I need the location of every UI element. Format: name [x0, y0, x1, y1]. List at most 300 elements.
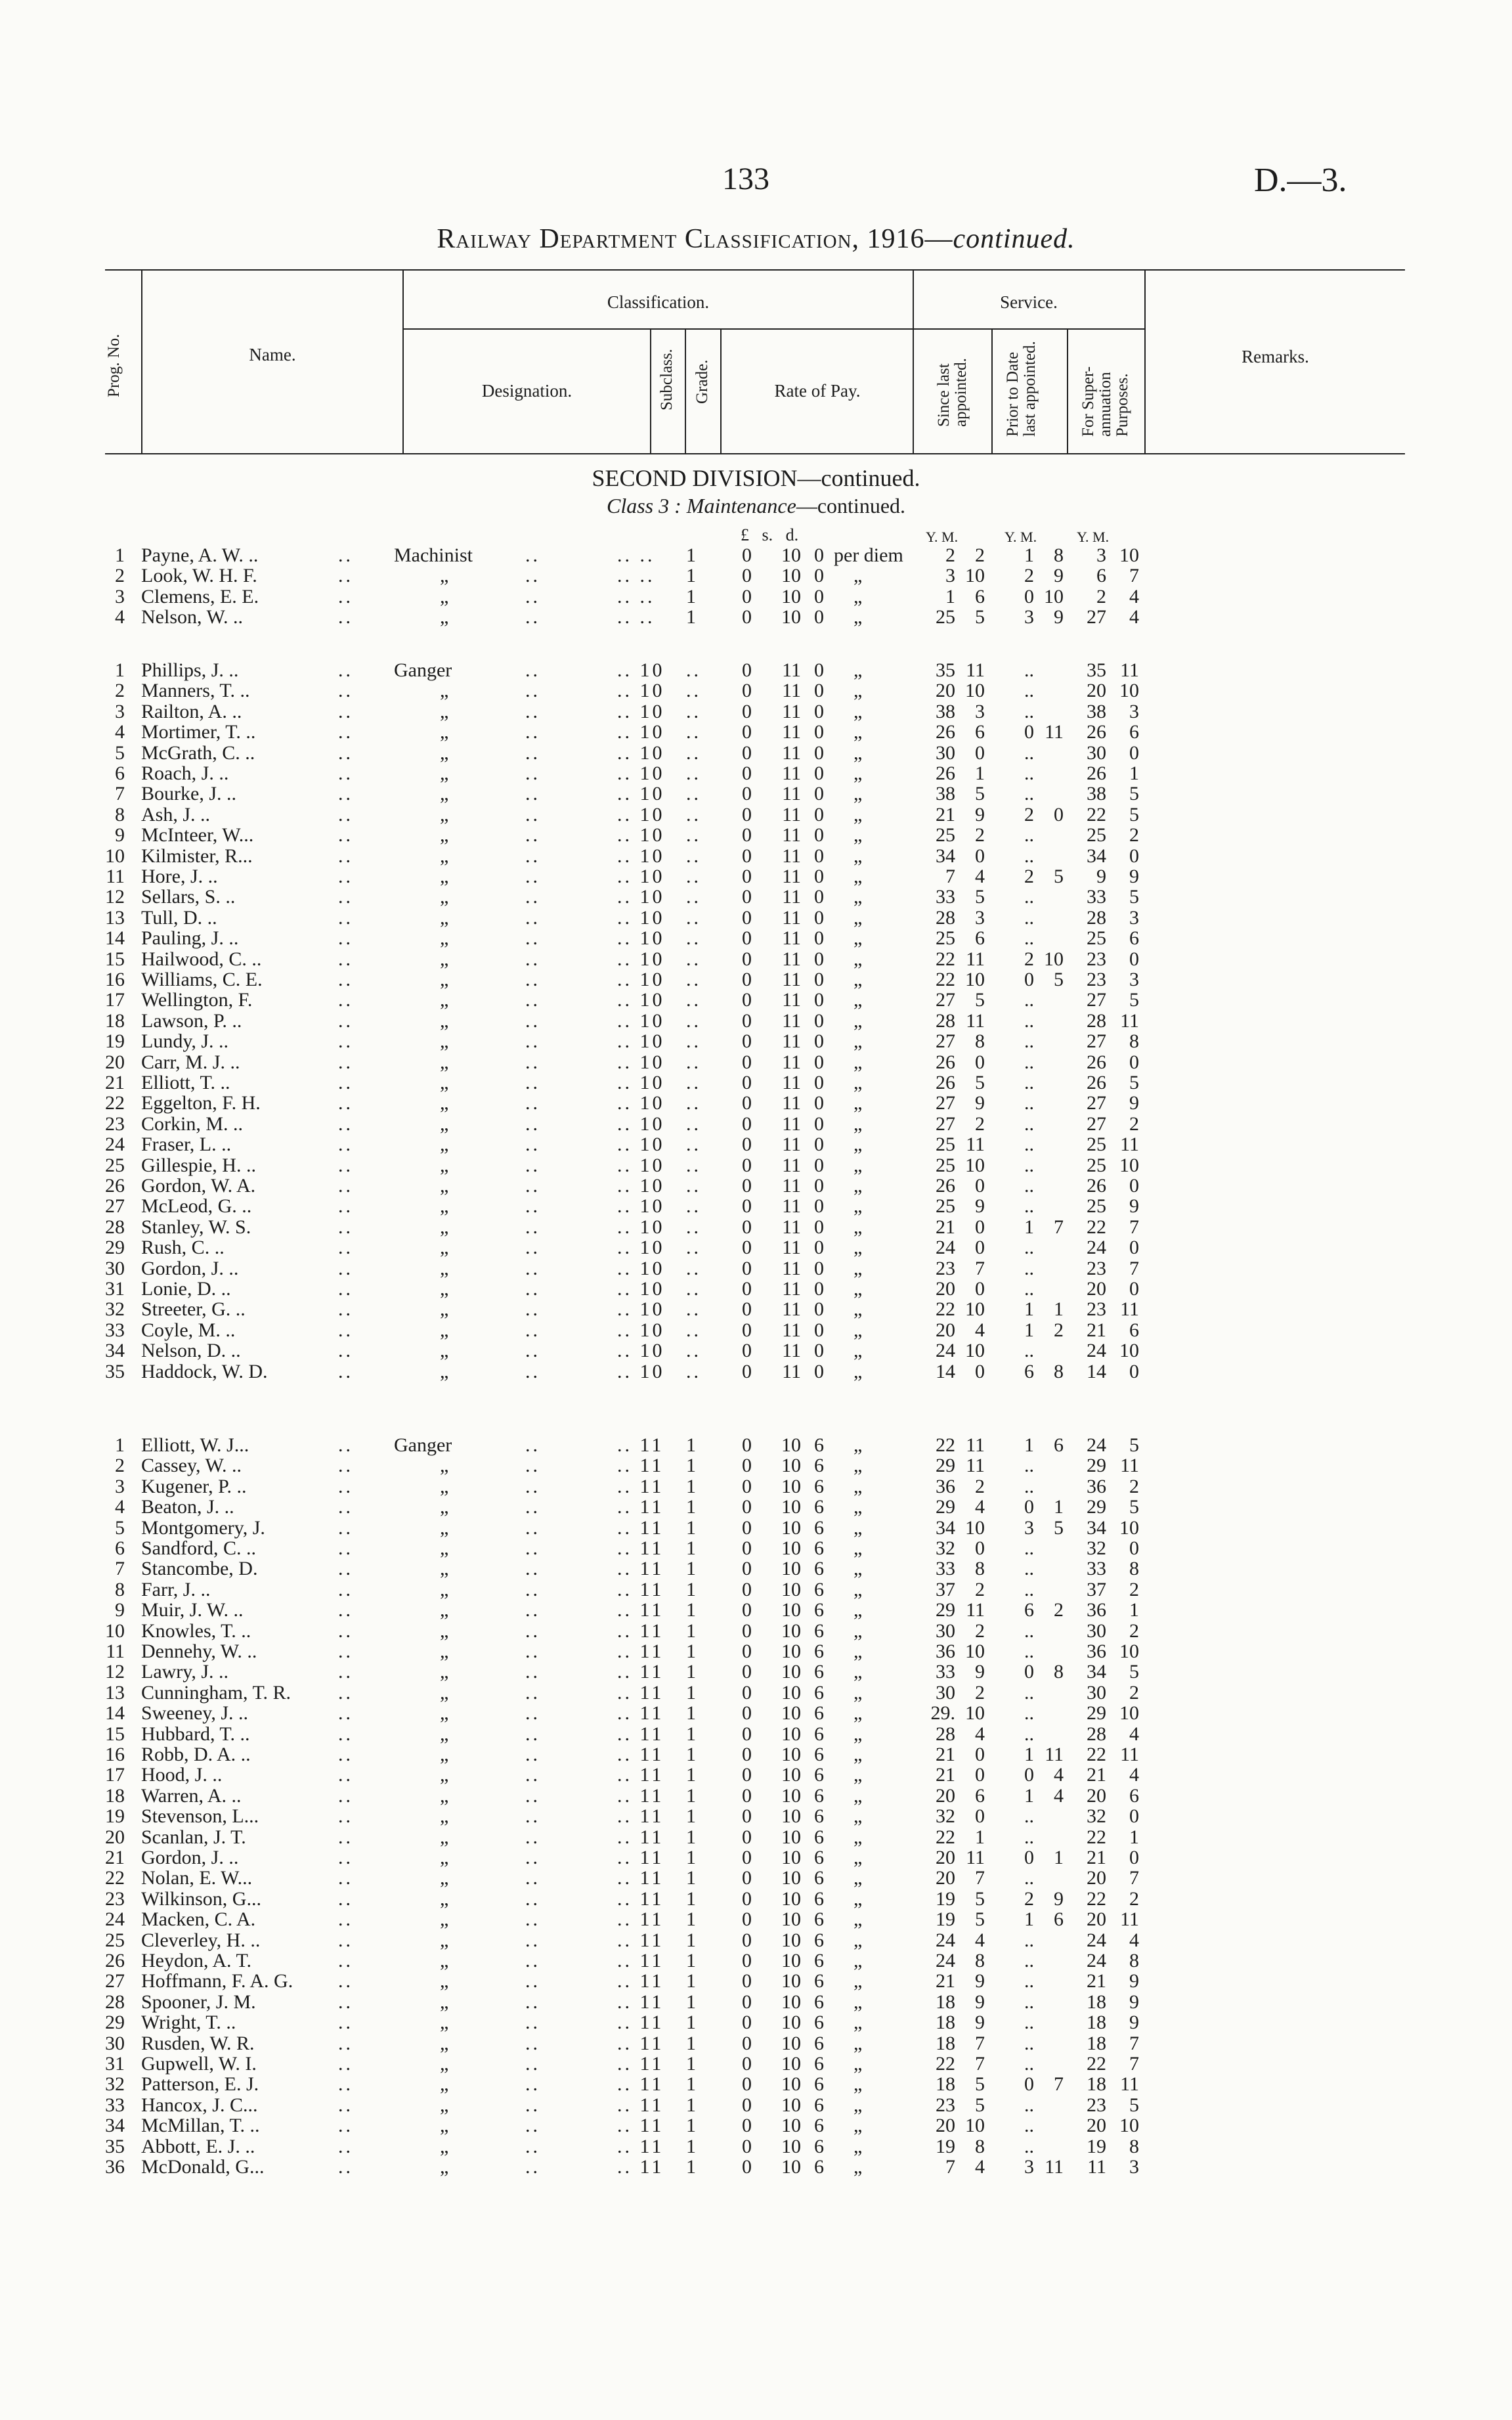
ditto-mark: „ — [440, 741, 449, 764]
grade: 1 — [686, 2135, 696, 2157]
super-months: 7 — [1129, 565, 1139, 587]
subclass: .. 11 — [617, 2094, 664, 2116]
employee-name: Warren, A. .. — [141, 1784, 242, 1807]
pay-shillings: 10 — [781, 1681, 801, 1704]
pay-unit: „ — [853, 824, 863, 847]
since-years: 2 — [945, 544, 955, 566]
leader-dots: .. — [338, 1619, 353, 1642]
since-months: 6 — [975, 1784, 985, 1807]
pay-unit: „ — [853, 1805, 863, 1828]
since-months: 0 — [975, 741, 985, 764]
subclass: .. 10 — [617, 969, 665, 990]
pay-pounds: 0 — [742, 1991, 752, 2013]
prog-no: 1 — [115, 1434, 125, 1456]
leader-dots: .. — [525, 1805, 540, 1828]
prior-months: 1 — [1054, 1847, 1064, 1868]
pay-unit: „ — [853, 2032, 863, 2054]
super-years: 30 — [1087, 1619, 1106, 1642]
pay-pounds: 0 — [742, 1784, 752, 1807]
table-row — [0, 783, 1512, 804]
table-row — [0, 846, 1512, 866]
leader-dots: .. — [525, 1340, 540, 1362]
ditto-mark: „ — [440, 1681, 449, 1704]
pay-pounds: 0 — [742, 1340, 752, 1362]
table-row — [0, 1909, 1512, 1929]
leader-dots: .. — [525, 1195, 540, 1218]
table-row — [0, 1868, 1512, 1888]
pay-pounds: 0 — [742, 783, 752, 805]
leader-dots: .. — [525, 1455, 540, 1477]
since-years: 19 — [936, 2135, 955, 2157]
pay-shillings: 11 — [782, 845, 801, 867]
employee-name: Sandford, C. .. — [141, 1537, 256, 1559]
header-prior-to-date: Prior to Date last appointed. — [1004, 341, 1039, 437]
super-years: 22 — [1087, 2053, 1106, 2075]
employee-name: Rusden, W. R. — [141, 2032, 255, 2054]
leader-dots: .. — [525, 1360, 540, 1382]
pay-shillings: 10 — [781, 1661, 801, 1683]
grade: 1 — [686, 1908, 696, 1931]
prior-years: .. — [1024, 927, 1034, 950]
employee-name: Cassey, W. .. — [141, 1455, 242, 1477]
pay-unit: „ — [853, 803, 863, 825]
super-months: 0 — [1129, 1537, 1139, 1559]
header-divider — [1067, 328, 1068, 454]
employee-name: Look, W. H. F. — [141, 565, 257, 587]
pay-pence: 0 — [814, 1216, 824, 1238]
since-years: 38 — [936, 700, 955, 722]
since-years: 26 — [936, 1175, 955, 1197]
leader-dots: .. — [525, 1496, 540, 1518]
employee-name: Cleverley, H. .. — [141, 1929, 261, 1951]
table-row — [0, 1930, 1512, 1950]
since-years: 24 — [936, 1950, 955, 1971]
prior-years: .. — [1024, 1175, 1034, 1197]
super-years: 38 — [1087, 700, 1106, 722]
leader-dots: .. — [525, 700, 540, 722]
prior-months: 0 — [1054, 803, 1064, 825]
table-row — [0, 1765, 1512, 1785]
super-months: 5 — [1129, 1434, 1139, 1456]
prog-no: 22 — [105, 1092, 125, 1114]
leader-dots: .. — [686, 1360, 701, 1382]
since-months: 11 — [966, 1009, 985, 1032]
since-years: 24 — [936, 1237, 955, 1259]
pay-shillings: 10 — [781, 1455, 801, 1477]
employee-name: Roach, J. .. — [141, 762, 229, 784]
pay-unit: „ — [853, 2135, 863, 2157]
leader-dots: .. — [525, 1619, 540, 1642]
employee-name: McMillan, T. .. — [141, 2115, 260, 2137]
subclass: .. 10 — [617, 1175, 665, 1197]
ditto-mark: „ — [440, 2053, 449, 2075]
since-months: 10 — [965, 680, 985, 702]
super-months: 1 — [1129, 762, 1139, 784]
ditto-mark: „ — [440, 1278, 449, 1300]
since-units: Y. M. — [926, 529, 959, 545]
super-months: 1 — [1129, 1599, 1139, 1621]
pay-shillings: 11 — [782, 680, 801, 702]
pay-shillings: 11 — [782, 1340, 801, 1362]
since-months: 0 — [975, 1764, 985, 1786]
prog-no: 3 — [115, 1475, 125, 1497]
employee-name: Lonie, D. .. — [141, 1278, 231, 1300]
since-months: 10 — [965, 1702, 985, 1725]
since-years: 25 — [936, 824, 955, 847]
subclass: .. 11 — [617, 1599, 664, 1621]
grade: 1 — [686, 585, 696, 607]
prior-years: 3 — [1024, 1516, 1034, 1539]
prog-no: 20 — [105, 1826, 125, 1848]
super-years: 25 — [1087, 1133, 1106, 1156]
super-months: 5 — [1129, 1661, 1139, 1683]
pay-shillings: 11 — [782, 1175, 801, 1197]
pay-pounds: 0 — [742, 1847, 752, 1868]
prior-years: .. — [1024, 1030, 1034, 1053]
subclass: .. 11 — [617, 1640, 664, 1662]
employee-name: Hailwood, C. .. — [141, 948, 262, 970]
grade: 1 — [686, 1537, 696, 1559]
pay-pounds: 0 — [742, 1661, 752, 1683]
employee-name: Hood, J. .. — [141, 1764, 223, 1786]
super-months: 7 — [1129, 2032, 1139, 2054]
leader-dots: .. — [525, 1847, 540, 1868]
leader-dots: .. — [686, 803, 701, 825]
prog-no: 26 — [105, 1175, 125, 1197]
leader-dots: .. — [686, 1257, 701, 1279]
leader-dots: .. — [338, 1908, 353, 1931]
ditto-mark: „ — [440, 1475, 449, 1497]
leader-dots: .. — [338, 741, 353, 764]
leader-dots: .. — [686, 845, 701, 867]
prog-no: 14 — [105, 1702, 125, 1725]
since-years: 7 — [945, 2156, 955, 2178]
employee-name: McLeod, G. .. — [141, 1195, 252, 1218]
subclass: .. 11 — [617, 1950, 664, 1971]
leader-dots: .. — [686, 1112, 701, 1135]
leader-dots: .. — [525, 741, 540, 764]
leader-dots: .. — [338, 927, 353, 950]
leader-dots: .. — [338, 886, 353, 908]
employee-name: Wright, T. .. — [141, 2012, 236, 2034]
leader-dots: .. — [338, 1516, 353, 1539]
pay-shillings: 10 — [781, 585, 801, 607]
prog-no: 6 — [115, 1537, 125, 1559]
super-months: 3 — [1129, 969, 1139, 990]
pay-unit: „ — [853, 1195, 863, 1218]
super-years: 26 — [1087, 721, 1106, 743]
ditto-mark: „ — [440, 845, 449, 867]
super-months: 2 — [1129, 1112, 1139, 1135]
subclass: .. 10 — [617, 866, 665, 887]
subclass: .. 11 — [617, 1908, 664, 1931]
prog-no: 2 — [115, 565, 125, 587]
since-months: 5 — [975, 783, 985, 805]
pay-pence: 0 — [814, 1009, 824, 1032]
pay-unit: „ — [853, 1216, 863, 1238]
leader-dots: .. — [686, 1133, 701, 1156]
table-row — [0, 680, 1512, 701]
super-months: 11 — [1120, 2073, 1139, 2096]
ditto-mark: „ — [440, 1216, 449, 1238]
table-row — [0, 565, 1512, 586]
pay-shillings: 10 — [781, 1887, 801, 1910]
pay-shillings: 10 — [781, 2012, 801, 2034]
pay-unit: „ — [853, 1867, 863, 1889]
ditto-mark: „ — [440, 886, 449, 908]
subclass: .. 10 — [617, 1072, 665, 1093]
ditto-mark: „ — [440, 1826, 449, 1848]
prog-no: 21 — [105, 1847, 125, 1868]
employee-name: Wilkinson, G... — [141, 1887, 261, 1910]
employee-name: Nelson, D. .. — [141, 1340, 241, 1362]
prog-no: 20 — [105, 1051, 125, 1073]
pay-unit: „ — [853, 1434, 863, 1456]
super-years: 20 — [1087, 680, 1106, 702]
grade: 1 — [686, 1661, 696, 1683]
pay-pence: 0 — [814, 866, 824, 887]
pay-unit: „ — [853, 2094, 863, 2116]
since-years: 27 — [936, 1030, 955, 1053]
pay-shillings: 10 — [781, 565, 801, 587]
since-years: 22 — [936, 948, 955, 970]
leader-dots: .. — [338, 762, 353, 784]
since-months: 9 — [975, 1195, 985, 1218]
leader-dots: .. — [525, 2012, 540, 2034]
ditto-mark: „ — [440, 1092, 449, 1114]
pay-shillings: 10 — [781, 1599, 801, 1621]
prior-months: 4 — [1054, 1784, 1064, 1807]
prog-no: 27 — [105, 1195, 125, 1218]
ditto-mark: „ — [440, 1558, 449, 1580]
pay-shillings: 11 — [782, 783, 801, 805]
since-months: 7 — [975, 2032, 985, 2054]
ditto-mark: „ — [440, 2135, 449, 2157]
pay-pence: 6 — [814, 1455, 824, 1477]
table-row — [0, 825, 1512, 845]
since-months: 11 — [966, 659, 985, 681]
prior-years: 0 — [1024, 969, 1034, 990]
super-years: 23 — [1087, 1257, 1106, 1279]
pay-pounds: 0 — [742, 1702, 752, 1725]
since-years: 18 — [936, 1991, 955, 2013]
since-years: 3 — [945, 565, 955, 587]
leader-dots: .. — [686, 1009, 701, 1032]
prior-years: 6 — [1024, 1599, 1034, 1621]
header-name: Name. — [249, 345, 296, 364]
subclass: .. 10 — [617, 1051, 665, 1073]
pay-pounds: 0 — [742, 544, 752, 566]
ditto-mark: „ — [440, 1970, 449, 1992]
prior-years: .. — [1024, 1475, 1034, 1497]
leader-dots: .. — [338, 2032, 353, 2054]
employee-name: Lawry, J. .. — [141, 1661, 229, 1683]
leader-dots: .. — [686, 989, 701, 1011]
super-months: 2 — [1129, 1475, 1139, 1497]
grade: 1 — [686, 1516, 696, 1539]
super-months: 1 — [1129, 1826, 1139, 1848]
prog-no: 5 — [115, 741, 125, 764]
super-months: 11 — [1120, 1744, 1139, 1765]
pay-unit: „ — [853, 1237, 863, 1259]
super-years: 23 — [1087, 1298, 1106, 1321]
leader-dots: .. — [525, 803, 540, 825]
since-months: 10 — [965, 969, 985, 990]
leader-dots: .. — [686, 680, 701, 702]
employee-name: Rush, C. .. — [141, 1237, 225, 1259]
super-years: 22 — [1087, 1887, 1106, 1910]
pay-unit: „ — [853, 1475, 863, 1497]
prog-no: 16 — [105, 969, 125, 990]
subclass: .. .. — [617, 585, 655, 607]
super-months: 9 — [1129, 1092, 1139, 1114]
pay-pounds: 0 — [742, 700, 752, 722]
since-months: 0 — [975, 1051, 985, 1073]
table-row — [0, 2157, 1512, 2177]
pay-pence: 0 — [814, 1112, 824, 1135]
pay-pence: 6 — [814, 1661, 824, 1683]
table-row — [0, 1196, 1512, 1216]
pay-pence: 0 — [814, 1072, 824, 1093]
since-months: 3 — [975, 700, 985, 722]
ditto-mark: „ — [440, 989, 449, 1011]
pay-unit: „ — [853, 845, 863, 867]
since-months: 2 — [975, 1681, 985, 1704]
table-row — [0, 1786, 1512, 1806]
prog-no: 7 — [115, 783, 125, 805]
grade: 1 — [686, 2053, 696, 2075]
prior-months: 5 — [1054, 1516, 1064, 1539]
leader-dots: .. — [338, 1640, 353, 1662]
table-row — [0, 660, 1512, 680]
pay-pounds: 0 — [742, 803, 752, 825]
leader-dots: .. — [525, 1434, 540, 1456]
ditto-mark: „ — [440, 824, 449, 847]
super-months: 8 — [1129, 2135, 1139, 2157]
pay-unit: „ — [853, 927, 863, 950]
pay-pounds: 0 — [742, 2073, 752, 2096]
table-row — [0, 1299, 1512, 1319]
pay-shillings: 11 — [782, 1009, 801, 1032]
super-years: 26 — [1087, 762, 1106, 784]
prior-years: .. — [1024, 1278, 1034, 1300]
prior-months: 10 — [1044, 585, 1064, 607]
since-months: 1 — [975, 762, 985, 784]
pay-unit: „ — [853, 886, 863, 908]
leader-dots: .. — [525, 721, 540, 743]
pay-pounds: 0 — [742, 2135, 752, 2157]
employee-name: Stancombe, D. — [141, 1558, 258, 1580]
leader-dots: .. — [525, 2053, 540, 2075]
super-months: 3 — [1129, 2156, 1139, 2178]
subclass: .. 10 — [617, 906, 665, 929]
pay-pence: 0 — [814, 721, 824, 743]
header-rate-of-pay: Rate of Pay. — [774, 381, 861, 401]
super-years: 27 — [1087, 989, 1106, 1011]
super-years: 25 — [1087, 1154, 1106, 1176]
prog-no: 30 — [105, 2032, 125, 2054]
pay-shillings: 10 — [781, 1578, 801, 1600]
leader-dots: .. — [338, 1805, 353, 1828]
table-row — [0, 2095, 1512, 2115]
ditto-mark: „ — [440, 1051, 449, 1073]
pay-unit: „ — [853, 866, 863, 887]
prior-years: .. — [1024, 906, 1034, 929]
pay-unit: „ — [853, 1723, 863, 1745]
employee-name: Pauling, J. .. — [141, 927, 239, 950]
pay-pence: 0 — [814, 1175, 824, 1197]
employee-name: Williams, C. E. — [141, 969, 263, 990]
prior-years: 1 — [1024, 1298, 1034, 1321]
ditto-mark: „ — [440, 906, 449, 929]
prog-no: 9 — [115, 824, 125, 847]
super-months: 9 — [1129, 1991, 1139, 2013]
prog-no: 18 — [105, 1009, 125, 1032]
ditto-mark: „ — [440, 1847, 449, 1868]
table-row — [0, 2054, 1512, 2074]
prog-no: 23 — [105, 1887, 125, 1910]
prior-years: 1 — [1024, 1216, 1034, 1238]
since-years: 30 — [936, 1619, 955, 1642]
super-months: 5 — [1129, 1496, 1139, 1518]
since-months: 10 — [965, 565, 985, 587]
prior-months: 11 — [1045, 721, 1064, 743]
prior-years: .. — [1024, 1092, 1034, 1114]
grade: 1 — [686, 2094, 696, 2116]
employee-name: Tull, D. .. — [141, 906, 217, 929]
pay-shillings: 10 — [781, 544, 801, 566]
table-row — [0, 1114, 1512, 1134]
super-years: 26 — [1087, 1175, 1106, 1197]
pay-pence: 0 — [814, 906, 824, 929]
leader-dots: .. — [338, 1847, 353, 1868]
super-years: 2 — [1096, 585, 1106, 607]
employee-name: McDonald, G... — [141, 2156, 265, 2178]
pay-pounds: 0 — [742, 1640, 752, 1662]
pay-pence: 6 — [814, 1537, 824, 1559]
leader-dots: .. — [686, 866, 701, 887]
leader-dots: .. — [338, 700, 353, 722]
super-years: 36 — [1087, 1640, 1106, 1662]
table-row — [0, 990, 1512, 1010]
leader-dots: .. — [338, 1319, 353, 1341]
grade: 1 — [686, 1826, 696, 1848]
super-years: 3 — [1096, 544, 1106, 566]
leader-dots: .. — [525, 1030, 540, 1053]
pay-pounds: 0 — [742, 1681, 752, 1704]
employee-name: Abbott, E. J. .. — [141, 2135, 255, 2157]
grade: 1 — [686, 565, 696, 587]
pay-shillings: 10 — [781, 2156, 801, 2178]
pay-pence: 6 — [814, 2053, 824, 2075]
pay-shillings: 10 — [781, 1784, 801, 1807]
subclass: .. 10 — [617, 1154, 665, 1176]
super-years: 24 — [1087, 1929, 1106, 1951]
leader-dots: .. — [686, 1340, 701, 1362]
pay-pence: 0 — [814, 1360, 824, 1382]
subclass: .. 10 — [617, 1257, 665, 1279]
prior-years: .. — [1024, 1455, 1034, 1477]
leader-dots: .. — [338, 585, 353, 607]
pay-shillings: 11 — [782, 762, 801, 784]
pay-shillings: 10 — [781, 2135, 801, 2157]
pay-unit: „ — [853, 1175, 863, 1197]
ditto-mark: „ — [440, 1133, 449, 1156]
leader-dots: .. — [338, 1475, 353, 1497]
employee-name: Railton, A. .. — [141, 700, 242, 722]
subclass: .. 10 — [617, 783, 665, 805]
header-classification: Classification. — [607, 292, 710, 312]
